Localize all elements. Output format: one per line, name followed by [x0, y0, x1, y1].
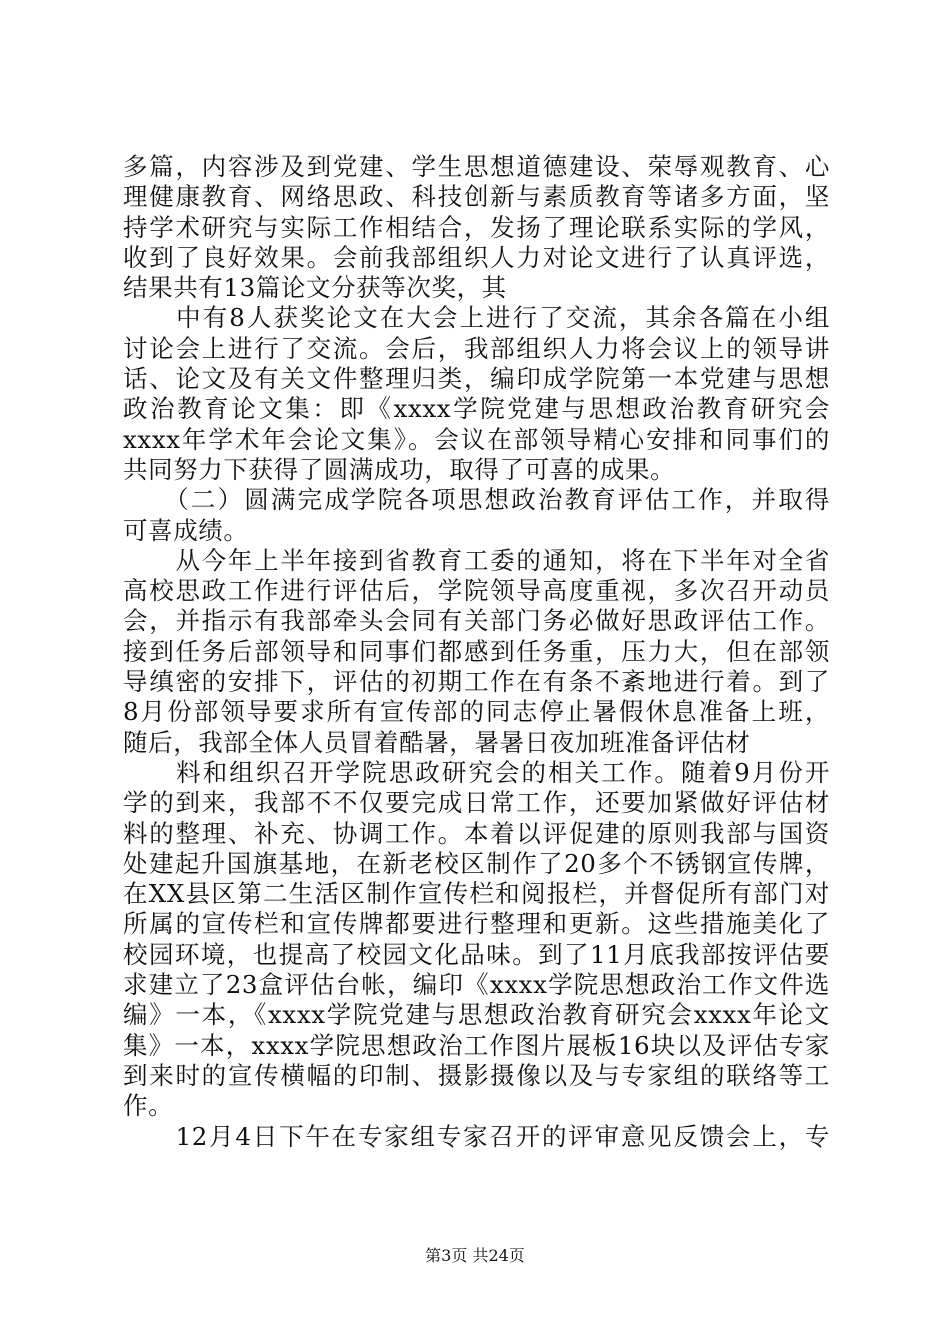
text-line: 结果共有13篇论文分获等次奖，其 — [123, 273, 507, 303]
text-line: 共同努力下获得了圆满成功，取得了可喜的成果。 — [123, 454, 676, 484]
text-line: 讨论会上进行了交流。会后，我部组织人力将会议上的领导讲 — [123, 333, 830, 363]
text-line: （二）圆满完成学院各项思想政治教育评估工作，并取得 — [123, 485, 830, 515]
text-line: 会，并指示有我部牵头会同有关部门务必做好思政评估工作。 — [123, 606, 830, 636]
text-line: 求建立了23盒评估台帐，编印《xxxx学院思想政治工作文件选 — [123, 970, 830, 1000]
text-line: 在XX县区第二生活区制作宣传栏和阅报栏，并督促所有部门对 — [123, 879, 830, 909]
text-line: 编》一本，《xxxx学院党建与思想政治教育研究会xxxx年论文 — [123, 1000, 830, 1030]
text-line: 学的到来，我部不不仅要完成日常工作，还要加紧做好评估材 — [123, 788, 830, 818]
text-line: 12月4日下午在专家组专家召开的评审意见反馈会上，专 — [123, 1121, 830, 1151]
text-line: 理健康教育、网络思政、科技创新与素质教育等诸多方面，坚 — [123, 182, 830, 212]
text-line: 持学术研究与实际工作相结合，发扬了理论联系实际的学风， — [123, 212, 830, 242]
text-line: 集》一本，xxxx学院思想政治工作图片展板16块以及评估专家 — [123, 1030, 830, 1060]
text-line: 校园环境，也提高了校园文化品味。到了11月底我部按评估要 — [123, 939, 830, 969]
text-line: 处建起升国旗基地，在新老校区制作了20多个不锈钢宣传牌， — [123, 848, 830, 878]
text-line: 作。 — [123, 1091, 174, 1121]
text-line: xxxx年学术年会论文集》。会议在部领导精心安排和同事们的 — [123, 424, 830, 454]
text-line: 料和组织召开学院思政研究会的相关工作。随着9月份开 — [123, 757, 830, 787]
text-line: 多篇，内容涉及到党建、学生思想道德建设、荣辱观教育、心 — [123, 152, 830, 181]
text-line: 话、论文及有关文件整理归类，编印成学院第一本党建与思想 — [123, 364, 830, 394]
text-line: 所属的宣传栏和宣传牌都要进行整理和更新。这些措施美化了 — [123, 909, 830, 939]
body-text — [123, 152, 830, 1152]
text-line: 从今年上半年接到省教育工委的通知，将在下半年对全省 — [123, 545, 830, 575]
text-line: 高校思政工作进行评估后，学院领导高度重视，多次召开动员 — [123, 576, 830, 606]
text-line: 接到任务后部领导和同事们都感到任务重，压力大，但在部领 — [123, 636, 830, 666]
text-line: 随后，我部全体人员冒着酷暑，暑暑日夜加班准备评估材 — [123, 727, 751, 757]
text-line: 到来时的宣传横幅的印制、摄影摄像以及与专家组的联络等工 — [123, 1060, 830, 1090]
text-line: 收到了良好效果。会前我部组织人力对论文进行了认真评选， — [123, 242, 830, 272]
text-line: 中有8人获奖论文在大会上进行了交流，其余各篇在小组 — [123, 303, 830, 333]
text-line: 政治教育论文集：即《xxxx学院党建与思想政治教育研究会 — [123, 394, 830, 424]
text-line: 8月份部领导要求所有宣传部的同志停止暑假休息准备上班， — [123, 697, 830, 727]
text-line: 料的整理、补充、协调工作。本着以评促建的原则我部与国资 — [123, 818, 830, 848]
text-line: 导缜密的安排下，评估的初期工作在有条不紊地进行着。到了 — [123, 667, 830, 697]
text-line: 可喜成绩。 — [123, 515, 249, 545]
page-number-footer: 第3页 共24页 — [425, 1246, 525, 1265]
